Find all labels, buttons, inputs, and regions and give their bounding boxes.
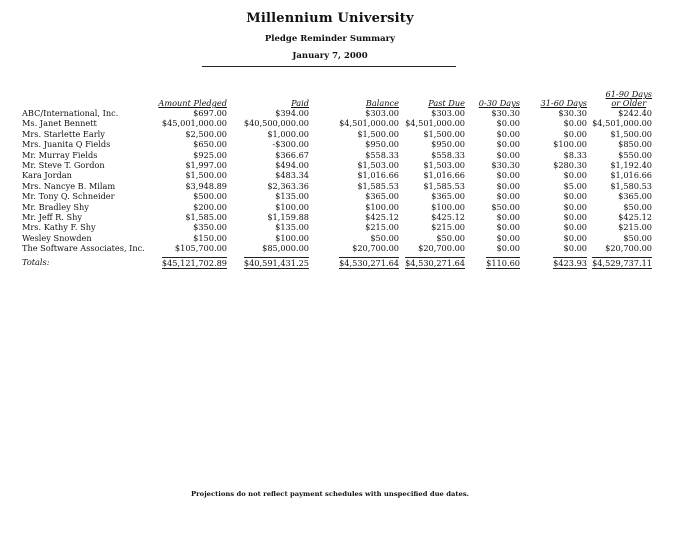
- amount-cell: $215.00: [618, 222, 652, 233]
- total-cell: [309, 254, 399, 269]
- amount-cell: $0.00: [496, 170, 520, 181]
- amount-cell: $1,000.00: [267, 128, 309, 139]
- total-cell: [465, 254, 520, 269]
- amount-cell: $4,501,000.00: [405, 118, 465, 129]
- donor-name: Mrs. Kathy F. Shy: [22, 222, 96, 233]
- amount-cell: $0.00: [563, 191, 587, 202]
- amount-cell: $0.00: [563, 222, 587, 233]
- donor-name: Ms. Janet Bennett: [22, 118, 97, 129]
- table-row: [22, 118, 652, 128]
- total-cell: [148, 254, 227, 269]
- amount-cell: $20,700.00: [605, 243, 652, 254]
- amount-cell: $850.00: [618, 139, 652, 150]
- table-row: [22, 139, 652, 149]
- amount-cell: $394.00: [275, 108, 309, 118]
- column-header: [465, 90, 520, 108]
- donor-name: Mr. Bradley Shy: [22, 201, 89, 212]
- column-header: [587, 90, 652, 108]
- amount-cell: $0.00: [563, 201, 587, 212]
- amount-cell: $0.00: [496, 139, 520, 150]
- amount-cell: $0.00: [496, 128, 520, 139]
- table-row: [22, 243, 652, 253]
- amount-cell: $558.33: [431, 149, 465, 160]
- amount-cell: $0.00: [563, 170, 587, 181]
- amount-cell: $105,700.00: [174, 243, 227, 254]
- donor-name: Mr. Tony Q. Schneider: [22, 191, 115, 202]
- amount-cell: $4,501,000.00: [592, 118, 652, 129]
- amount-cell: $135.00: [275, 191, 309, 202]
- amount-cell: $950.00: [431, 139, 465, 150]
- column-header-label: [291, 99, 309, 108]
- pledge-summary-table: [22, 90, 652, 269]
- amount-cell: $1,159.88: [267, 212, 309, 223]
- total-value: $110.60: [486, 257, 520, 268]
- amount-cell: $242.40: [618, 108, 652, 118]
- amount-cell: $135.00: [275, 222, 309, 233]
- table-row: [22, 181, 652, 191]
- column-header-line: 61-90 Days: [605, 90, 652, 99]
- amount-cell: $100.00: [275, 232, 309, 243]
- amount-cell: $425.12: [431, 212, 465, 223]
- amount-cell: $1,016.66: [357, 170, 399, 181]
- amount-cell: $366.67: [275, 149, 309, 160]
- amount-cell: $50.00: [623, 201, 652, 212]
- amount-cell: $0.00: [563, 118, 587, 129]
- report-date: January 7, 2000: [292, 51, 368, 61]
- donor-name: Mr. Murray Fields: [22, 149, 98, 160]
- amount-cell: $0.00: [496, 243, 520, 254]
- amount-cell: $425.12: [365, 212, 399, 223]
- column-header-line: or Older: [611, 98, 647, 108]
- amount-cell: $350.00: [193, 222, 227, 233]
- table-row: [22, 233, 652, 243]
- amount-cell: -$300.00: [272, 139, 309, 150]
- amount-cell: $45,001,000.00: [161, 118, 227, 129]
- table-row: [22, 212, 652, 222]
- amount-cell: $100.00: [275, 201, 309, 212]
- amount-cell: $483.34: [275, 170, 309, 181]
- amount-cell: $1,580.53: [610, 180, 652, 191]
- amount-cell: $20,700.00: [352, 243, 399, 254]
- header-divider: [202, 66, 456, 67]
- table-row: [22, 129, 652, 139]
- donor-name: Mr. Steve T. Gordon: [22, 160, 105, 171]
- total-value: $45,121,702.89: [161, 257, 227, 268]
- amount-cell: $365.00: [431, 191, 465, 202]
- amount-cell: $1,585.53: [357, 180, 399, 191]
- column-header-name: [22, 90, 148, 108]
- amount-cell: $1,585.00: [185, 212, 227, 223]
- table-body: [22, 108, 652, 269]
- amount-cell: $0.00: [563, 128, 587, 139]
- amount-cell: $50.00: [370, 232, 399, 243]
- amount-cell: $280.30: [553, 160, 587, 171]
- amount-cell: $20,700.00: [418, 243, 465, 254]
- total-value: $40,591,431.25: [243, 257, 309, 268]
- amount-cell: $1,016.66: [610, 170, 652, 181]
- column-header-line: 31-60 Days: [540, 98, 587, 108]
- totals-row: [22, 254, 652, 269]
- donor-name: ABC/International, Inc.: [22, 108, 119, 118]
- table-header-row: [22, 90, 652, 108]
- amount-cell: $30.30: [558, 108, 587, 118]
- table-row: [22, 222, 652, 232]
- column-header-label: [428, 99, 465, 108]
- column-header-line: 0-30 Days: [478, 98, 520, 108]
- column-header-label: [366, 99, 399, 108]
- table-row: [22, 170, 652, 180]
- amount-cell: $950.00: [365, 139, 399, 150]
- amount-cell: $0.00: [496, 191, 520, 202]
- amount-cell: $0.00: [496, 118, 520, 129]
- amount-cell: $50.00: [491, 201, 520, 212]
- amount-cell: $0.00: [496, 180, 520, 191]
- column-header-label: [541, 99, 587, 108]
- report-title: Millennium University: [246, 11, 414, 26]
- amount-cell: $200.00: [193, 201, 227, 212]
- donor-name: Mrs. Starlette Early: [22, 128, 105, 139]
- total-value: $4,529,737.11: [592, 257, 652, 268]
- column-header-label: [479, 99, 520, 108]
- amount-cell: $0.00: [563, 212, 587, 223]
- amount-cell: $0.00: [563, 232, 587, 243]
- amount-cell: $1,500.00: [423, 128, 465, 139]
- amount-cell: $50.00: [436, 232, 465, 243]
- amount-cell: $697.00: [193, 108, 227, 118]
- column-header: [227, 90, 309, 108]
- donor-name: Wesley Snowden: [22, 232, 92, 243]
- amount-cell: $30.30: [491, 108, 520, 118]
- amount-cell: $925.00: [193, 149, 227, 160]
- amount-cell: $30.30: [491, 160, 520, 171]
- footnote: Projections do not reflect payment schedules with unspecified due dates.: [190, 490, 470, 498]
- table-row: [22, 150, 652, 160]
- amount-cell: $650.00: [193, 139, 227, 150]
- total-cell: [587, 254, 652, 269]
- amount-cell: $500.00: [193, 191, 227, 202]
- amount-cell: $0.00: [563, 243, 587, 254]
- total-value: $423.93: [553, 257, 587, 268]
- amount-cell: $0.00: [496, 222, 520, 233]
- column-header-label: [158, 99, 227, 108]
- amount-cell: $2,363.36: [267, 180, 309, 191]
- amount-cell: $365.00: [618, 191, 652, 202]
- amount-cell: $303.00: [431, 108, 465, 118]
- column-header-line: Amount Pledged: [158, 98, 227, 108]
- amount-cell: $0.00: [496, 149, 520, 160]
- amount-cell: $215.00: [431, 222, 465, 233]
- column-header: [148, 90, 227, 108]
- amount-cell: $1,585.53: [423, 180, 465, 191]
- amount-cell: $2,500.00: [185, 128, 227, 139]
- amount-cell: $1,500.00: [357, 128, 399, 139]
- amount-cell: $4,501,000.00: [339, 118, 399, 129]
- donor-name: Mrs. Nancye B. Milam: [22, 180, 116, 191]
- amount-cell: $1,503.00: [423, 160, 465, 171]
- amount-cell: $1,016.66: [423, 170, 465, 181]
- amount-cell: $365.00: [365, 191, 399, 202]
- amount-cell: $494.00: [275, 160, 309, 171]
- table-row: [22, 191, 652, 201]
- amount-cell: $1,192.40: [610, 160, 652, 171]
- table-row: [22, 160, 652, 170]
- amount-cell: $40,500,000.00: [243, 118, 309, 129]
- amount-cell: $550.00: [618, 149, 652, 160]
- total-value: $4,530,271.64: [339, 257, 399, 268]
- totals-label: Totals:: [22, 256, 50, 267]
- table-row: [22, 202, 652, 212]
- total-cell: [227, 254, 309, 269]
- donor-name: Mrs. Juanita Q Fields: [22, 139, 111, 150]
- total-cell: [520, 254, 587, 269]
- amount-cell: $215.00: [365, 222, 399, 233]
- total-value: $4,530,271.64: [405, 257, 465, 268]
- column-header-label: [606, 90, 652, 108]
- amount-cell: $150.00: [193, 232, 227, 243]
- column-header-line: Paid: [291, 98, 309, 108]
- amount-cell: $1,997.00: [185, 160, 227, 171]
- column-header: [520, 90, 587, 108]
- amount-cell: $425.12: [618, 212, 652, 223]
- amount-cell: $3,948.89: [185, 180, 227, 191]
- amount-cell: $0.00: [496, 232, 520, 243]
- amount-cell: $0.00: [496, 212, 520, 223]
- report-subtitle: Pledge Reminder Summary: [264, 34, 396, 44]
- amount-cell: $1,500.00: [610, 128, 652, 139]
- amount-cell: $8.33: [563, 149, 587, 160]
- amount-cell: $100.00: [365, 201, 399, 212]
- donor-name: Mr. Jeff R. Shy: [22, 212, 83, 223]
- column-header: [399, 90, 465, 108]
- amount-cell: $1,503.00: [357, 160, 399, 171]
- column-header-line: Past Due: [428, 98, 465, 108]
- total-cell: [399, 254, 465, 269]
- amount-cell: $558.33: [365, 149, 399, 160]
- donor-name: The Software Associates, Inc.: [22, 243, 145, 254]
- amount-cell: $100.00: [553, 139, 587, 150]
- column-header: [309, 90, 399, 108]
- amount-cell: $1,500.00: [185, 170, 227, 181]
- table-row: [22, 108, 652, 118]
- amount-cell: $5.00: [563, 180, 587, 191]
- column-header-line: Balance: [365, 98, 399, 108]
- donor-name: Kara Jordan: [22, 170, 72, 181]
- amount-cell: $100.00: [431, 201, 465, 212]
- amount-cell: $303.00: [365, 108, 399, 118]
- amount-cell: $85,000.00: [262, 243, 309, 254]
- amount-cell: $50.00: [623, 232, 652, 243]
